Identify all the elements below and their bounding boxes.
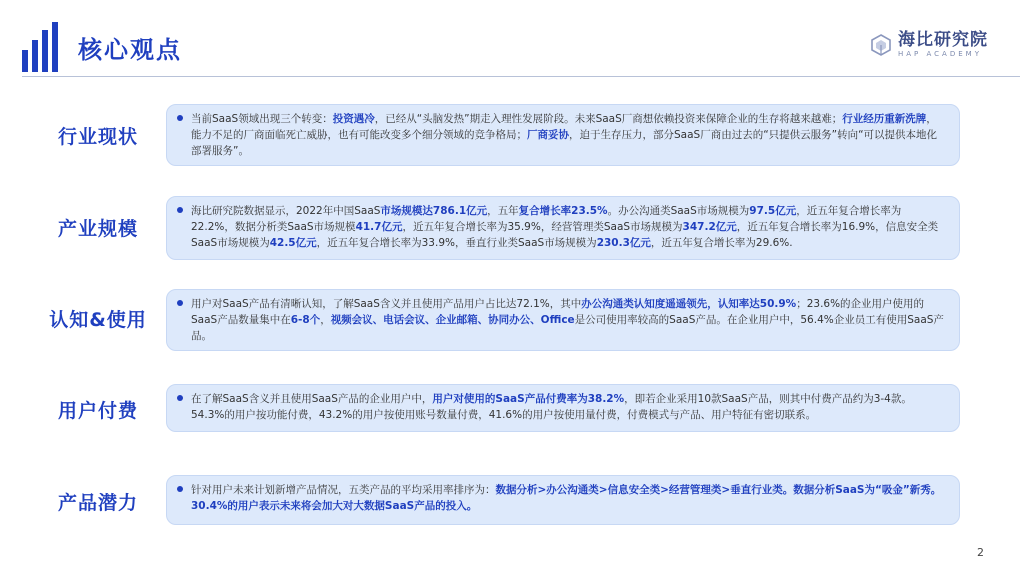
brand-logo xyxy=(870,32,988,58)
section-label: 用户付费 xyxy=(57,400,138,422)
highlight-text: 投资遇冷 xyxy=(332,113,375,125)
bar xyxy=(42,30,48,72)
bullet-icon xyxy=(177,207,183,213)
highlight-text: 用户对使用的SaaS产品付费率为38.2% xyxy=(432,393,625,405)
body-text: ，近五年复合增长率为33.9%，垂直行业类SaaS市场规模为 xyxy=(316,237,597,249)
section-bubble xyxy=(166,384,960,432)
highlight-text: 230.3亿元 xyxy=(596,237,651,249)
section-text xyxy=(191,203,945,251)
body-text: 在了解SaaS含义并且使用SaaS产品的企业用户中， xyxy=(191,393,433,405)
logo-name: 海比研究院 xyxy=(898,30,988,50)
bar xyxy=(32,40,38,72)
body-text: 针对用户未来计划新增产品情况，五类产品的平均采用率排序为： xyxy=(191,484,496,496)
bullet-icon xyxy=(177,486,183,492)
body-text: ，近五年复合增长率为16.9%，信息安全类SaaS市场规模为 xyxy=(191,221,939,249)
bullet-icon xyxy=(177,115,183,121)
body-text: ，能力不足的厂商面临死亡威胁，也有可能改变多个细分领域的竞争格局； xyxy=(191,113,937,141)
section-label: 产业规模 xyxy=(57,218,138,240)
highlight-text: 市场规模达786.1亿元 xyxy=(380,205,488,217)
highlight-text: 视频会议、电话会议、企业邮箱、协同办公、Office xyxy=(330,314,575,326)
page-number: 2 xyxy=(977,546,984,559)
highlight-text: 6-8个 xyxy=(290,314,321,326)
body-text: 用户对SaaS产品有清晰认知，了解SaaS含义并且使用产品用户占比达72.1%，其中 xyxy=(191,298,582,310)
highlight-text: 行业经历重新洗牌 xyxy=(842,113,927,125)
section-label: 产品潜力 xyxy=(57,492,138,514)
bar xyxy=(22,50,28,72)
section-text xyxy=(191,391,945,423)
highlight-text: 数据分析>办公沟通类>信息安全类>经营管理类>垂直行业类。数据分析SaaS为“吸金”新秀。30.4%的用户表示未来将会加大对大数据SaaS产品的投入。 xyxy=(191,484,942,512)
body-text: ， xyxy=(320,314,331,326)
body-text: ，迫于生存压力，部分SaaS厂商由过去的“只提供云服务”转向“可以提供本地化部署服务”。 xyxy=(191,129,938,157)
body-text: 海比研究院数据显示，2022年中国SaaS xyxy=(191,205,381,217)
section-text xyxy=(191,296,945,344)
section-text xyxy=(191,482,945,514)
body-text: ；23.6%的企业用户使用的SaaS产品数量集中在 xyxy=(191,298,925,326)
bullet-icon xyxy=(177,300,183,306)
header-divider xyxy=(22,76,1020,77)
body-text: 。办公沟通类SaaS市场规模为 xyxy=(607,205,750,217)
cube-logo-icon xyxy=(870,34,892,56)
highlight-text: 办公沟通类认知度遥遥领先，认知率达50.9% xyxy=(581,298,797,310)
section-text xyxy=(191,111,945,159)
body-text: 是公司使用率较高的SaaS产品。在企业用户中，56.4%企业员工有使用SaaS产品。 xyxy=(191,314,944,342)
body-text: ，五年 xyxy=(487,205,519,217)
highlight-text: 97.5亿元 xyxy=(749,205,797,217)
section-bubble xyxy=(166,104,960,166)
section-bubble xyxy=(166,475,960,525)
highlight-text: 42.5亿元 xyxy=(269,237,317,249)
highlight-text: 厂商妥协 xyxy=(527,129,569,141)
highlight-text: 复合增长率23.5% xyxy=(518,205,608,217)
section-label: 行业现状 xyxy=(57,126,138,148)
header-logo-bars xyxy=(22,22,66,72)
section-bubble xyxy=(166,289,960,351)
body-text: ，即若企业采用10款SaaS产品，则其中付费产品约为3-4款。54.3%的用户按功能付费，43.2%的用户按使用账号数量付费，41.6%的用户按使用量付费，付费模式与产品、用户特征有密切联系。 xyxy=(191,393,912,421)
bullet-icon xyxy=(177,395,183,401)
section-bubble xyxy=(166,196,960,260)
body-text: ，近五年复合增长率为29.6%. xyxy=(650,237,793,249)
body-text: ，近五年复合增长率为22.2%，数据分析类SaaS市场规模 xyxy=(191,205,902,233)
body-text: ，已经从“头脑发热”期走入理性发展阶段。未来SaaS厂商想依赖投资来保障企业的生存将越来越难； xyxy=(374,113,843,125)
page-title: 核心观点 xyxy=(78,36,182,64)
body-text: 当前SaaS领域出现三个转变： xyxy=(191,113,333,125)
body-text: ，近五年复合增长率为35.9%，经营管理类SaaS市场规模为 xyxy=(402,221,683,233)
logo-subtitle: HAP ACADEMY xyxy=(898,50,982,58)
section-label: 认知&使用 xyxy=(49,309,147,331)
bar xyxy=(52,22,58,72)
highlight-text: 347.2亿元 xyxy=(682,221,737,233)
highlight-text: 41.7亿元 xyxy=(355,221,403,233)
